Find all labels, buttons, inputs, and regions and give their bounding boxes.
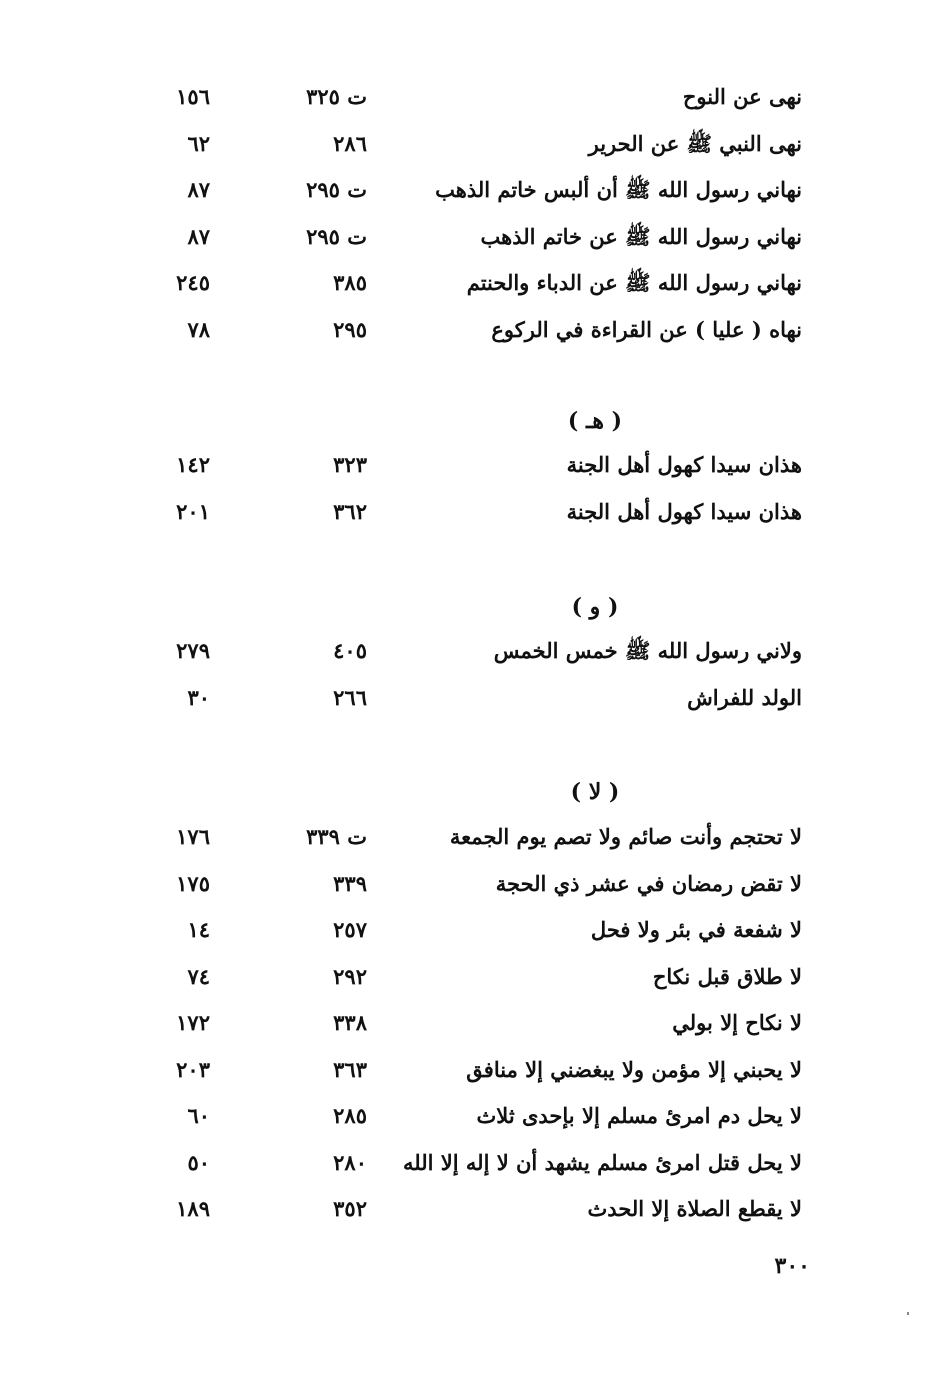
entry-text: نهى النبي ﷺ عن الحرير: [588, 130, 802, 156]
entry-reference: ت ٣٣٩: [306, 824, 367, 849]
entry-text: هذان سيدا كهول أهل الجنة: [566, 498, 802, 524]
section-heading-la: ( لا ): [570, 779, 620, 805]
entry-text: لا تقض رمضان في عشر ذي الحجة: [495, 870, 802, 896]
entry-text: نهاني رسول الله ﷺ عن خاتم الذهب: [480, 223, 802, 249]
index-entry: [0, 861, 935, 908]
entry-text: ولاني رسول الله ﷺ خمس الخمس: [493, 638, 802, 663]
entry-reference: ٣٥٢: [333, 1196, 367, 1221]
entry-reference: ٤٠٥: [333, 638, 367, 663]
index-entry: [0, 954, 935, 1001]
index-entry: [0, 675, 935, 722]
entry-page-number: ٨٧: [187, 177, 210, 202]
entry-reference: ٢٨٥: [333, 1103, 367, 1128]
entry-reference: ت ٢٩٥: [306, 177, 367, 202]
entry-reference: ٣٦٢: [333, 498, 367, 524]
entry-page-number: ١٧٢: [176, 1010, 210, 1035]
section-la: [0, 814, 935, 1233]
entry-text: نهاه ( عليا ) عن القراءة في الركوع: [491, 316, 802, 342]
index-entry: [0, 628, 935, 675]
index-entry: [0, 307, 935, 354]
entry-reference: ٢٩٥: [333, 316, 367, 342]
entry-reference: ٢٨٦: [333, 130, 367, 156]
entry-reference: ٣٨٥: [333, 270, 367, 295]
index-entry: [0, 167, 935, 214]
index-entry: [0, 74, 935, 121]
section-heading-ha: ( هـ ): [567, 408, 623, 434]
entry-reference: ٢٦٦: [333, 684, 367, 710]
entry-text: لا يقطع الصلاة إلا الحدث: [587, 1196, 802, 1221]
entry-text: لا شفعة في بئر ولا فحل: [590, 917, 802, 942]
index-entry: [0, 907, 935, 954]
section-ha: [0, 442, 935, 535]
index-entry: [0, 214, 935, 261]
entry-text: لا يحبني إلا مؤمن ولا يبغضني إلا منافق: [466, 1056, 802, 1082]
entry-page-number: ١٤: [187, 917, 210, 942]
entry-reference: ٢٨٠: [333, 1149, 367, 1175]
entry-text: نهاني رسول الله ﷺ عن الدباء والحنتم: [466, 270, 802, 295]
entry-page-number: ٦٢: [187, 130, 210, 156]
entry-page-number: ٧٨: [187, 316, 210, 342]
index-entry: [0, 442, 935, 489]
entry-page-number: ١٧٦: [176, 824, 210, 849]
index-entry: [0, 260, 935, 307]
entry-page-number: ١٨٩: [176, 1196, 210, 1221]
entry-text: لا تحتجم وأنت صائم ولا تصم يوم الجمعة: [449, 824, 802, 849]
entry-text: نهاني رسول الله ﷺ أن ألبس خاتم الذهب: [435, 177, 802, 202]
entry-page-number: ٢٠١: [176, 498, 210, 524]
index-entry: [0, 1093, 935, 1140]
entry-text: لا يحل قتل امرئ مسلم يشهد أن لا إله إلا الله: [403, 1149, 802, 1175]
entry-page-number: ٢٤٥: [176, 270, 210, 295]
entry-reference: ٢٥٧: [333, 917, 367, 942]
entry-page-number: ١٧٥: [176, 870, 210, 896]
entry-text: نهى عن النوح: [682, 84, 802, 109]
entry-reference: ٣٣٨: [333, 1010, 367, 1035]
index-entry: [0, 814, 935, 861]
section-heading-waw: ( و ): [571, 594, 619, 620]
entry-page-number: ٧٤: [187, 963, 210, 989]
entry-page-number: ٢٧٩: [176, 638, 210, 663]
entry-page-number: ٥٠: [187, 1149, 210, 1175]
entry-page-number: ١٥٦: [176, 84, 210, 109]
index-entry: [0, 489, 935, 536]
page-number: ٣٠٠: [774, 1253, 810, 1279]
entry-page-number: ٨٧: [187, 223, 210, 249]
entry-reference: ٢٩٢: [333, 963, 367, 989]
entry-page-number: ٢٠٣: [176, 1056, 210, 1082]
scan-speck: [907, 1312, 909, 1315]
entry-text: هذان سيدا كهول أهل الجنة: [566, 452, 802, 477]
entry-text: لا يحل دم امرئ مسلم إلا بإحدى ثلاث: [476, 1103, 802, 1128]
entry-text: لا نكاح إلا بولي: [672, 1010, 802, 1035]
entry-reference: ٣٢٣: [333, 452, 367, 477]
entry-reference: ت ٣٢٥: [306, 84, 367, 109]
entry-page-number: ٦٠: [187, 1103, 210, 1128]
section-nun-continuation: [0, 74, 935, 353]
entry-reference: ٣٣٩: [333, 870, 367, 896]
index-entry: [0, 121, 935, 168]
index-entry: [0, 1140, 935, 1187]
entry-page-number: ١٤٢: [176, 452, 210, 477]
index-entry: [0, 1000, 935, 1047]
entry-reference: ت ٢٩٥: [306, 223, 367, 249]
section-waw: [0, 628, 935, 721]
entry-text: لا طلاق قبل نكاح: [652, 963, 802, 989]
entry-page-number: ٣٠: [187, 684, 210, 710]
index-entry: [0, 1186, 935, 1233]
entry-text: الولد للفراش: [687, 684, 802, 710]
entry-reference: ٣٦٣: [333, 1056, 367, 1082]
index-entry: [0, 1047, 935, 1094]
